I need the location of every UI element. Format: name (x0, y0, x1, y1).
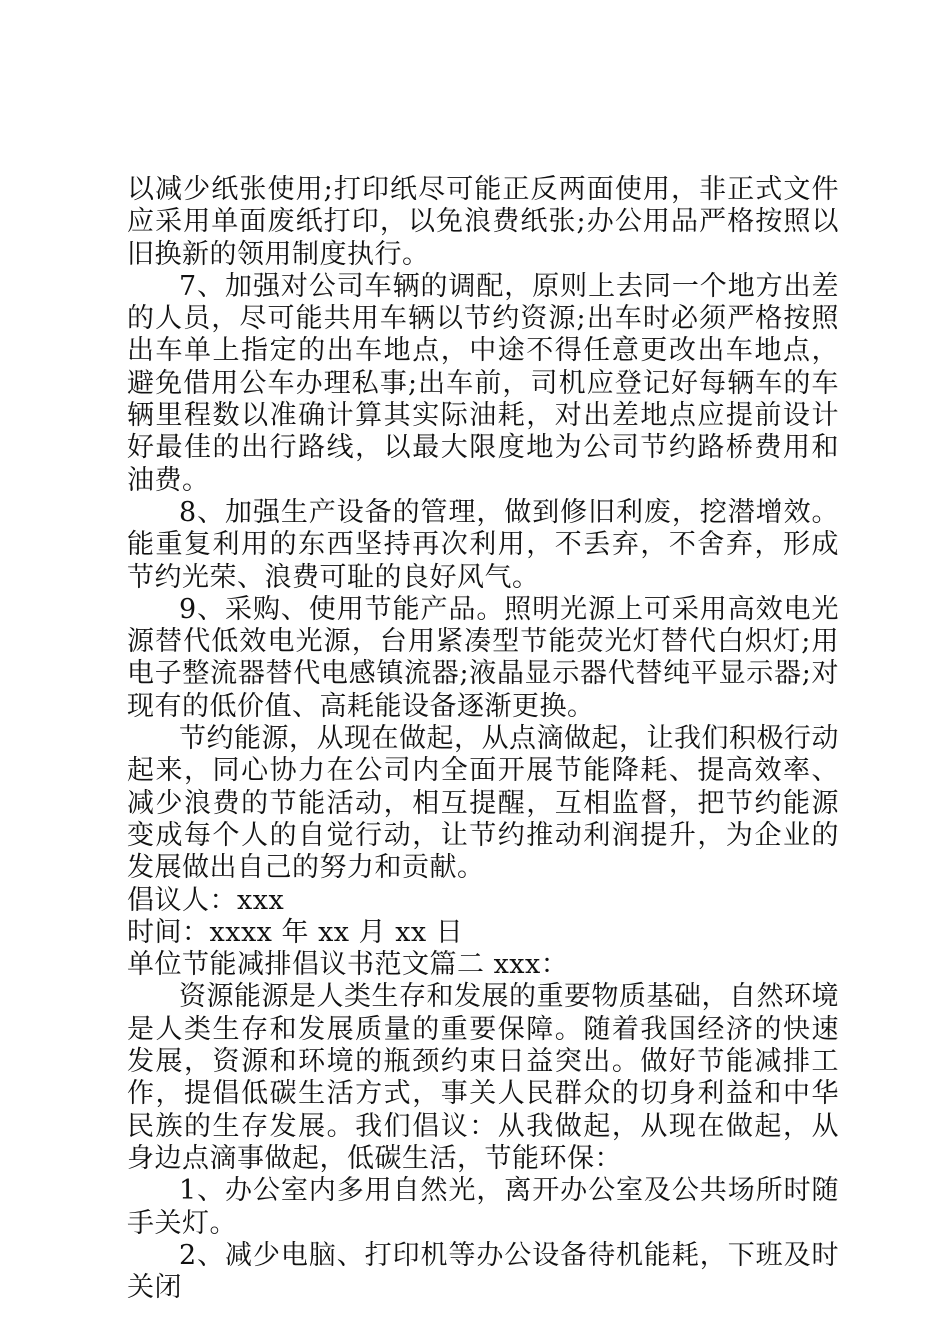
paragraph-intro-two: 资源能源是人类生存和发展的重要物质基础，自然环境是人类生存和发展质量的重要保障。随着我国经济的快速发展，资源和环境的瓶颈约束日益突出。做好节能减排工作，提倡低碳生活方式，事关人民群众的切身利益和中华民族的生存发展。我们倡议：从我做起，从现在做起，从身边点滴事做起，低碳生活，节能环保： (127, 981, 839, 1174)
document-body (127, 174, 839, 1304)
initiator-line: 倡议人：xxx (127, 884, 285, 916)
paragraph-item-7: 7、加强对公司车辆的调配，原则上去同一个地方出差的人员，尽可能共用车辆以节约资源;出车时必须严格按照出车单上指定的出车地点，中途不得任意更改出车地点，避免借用公车办理私事;出车前，司机应登记好每辆车的车辆里程数以准确计算其实际油耗，对出差地点应提前设计好最佳的出行路线，以最大限度地为公司节约路桥费用和油费。 (127, 270, 839, 496)
paragraph-item-2: 2、减少电脑、打印机等办公设备待机能耗，下班及时关闭 (127, 1239, 839, 1304)
paragraph-item-8: 8、加强生产设备的管理，做到修旧利废，挖潜增效。能重复利用的东西坚持再次利用，不丢弃，不舍弃，形成节约光荣、浪费可耻的良好风气。 (127, 496, 839, 593)
date-line: 时间：xxxx 年 xx 月 xx 日 (127, 916, 464, 948)
paragraph-item-9: 9、采购、使用节能产品。照明光源上可采用高效电光源替代低效电光源，台用紧凑型节能荧光灯替代白炽灯;用电子整流器替代电感镇流器;液晶显示器代替纯平显示器;对现有的低价值、高耗能设备逐渐更换。 (127, 593, 839, 722)
paragraph-paper-saving: 以减少纸张使用;打印纸尽可能正反两面使用，非正式文件应采用单面废纸打印，以免浪费纸张;办公用品严格按照以旧换新的领用制度执行。 (127, 174, 839, 270)
section-heading-two: 单位节能减排倡议书范文篇二 xxx： (127, 949, 569, 981)
paragraph-conclusion: 节约能源，从现在做起，从点滴做起，让我们积极行动起来，同心协力在公司内全面开展节能降耗、提高效率、减少浪费的节能活动，相互提醒，互相监督，把节约能源变成每个人的自觉行动，让节约推动利润提升，为企业的发展做出自己的努力和贡献。 (127, 723, 839, 884)
paragraph-item-1: 1、办公室内多用自然光，离开办公室及公共场所时随手关灯。 (127, 1175, 839, 1239)
